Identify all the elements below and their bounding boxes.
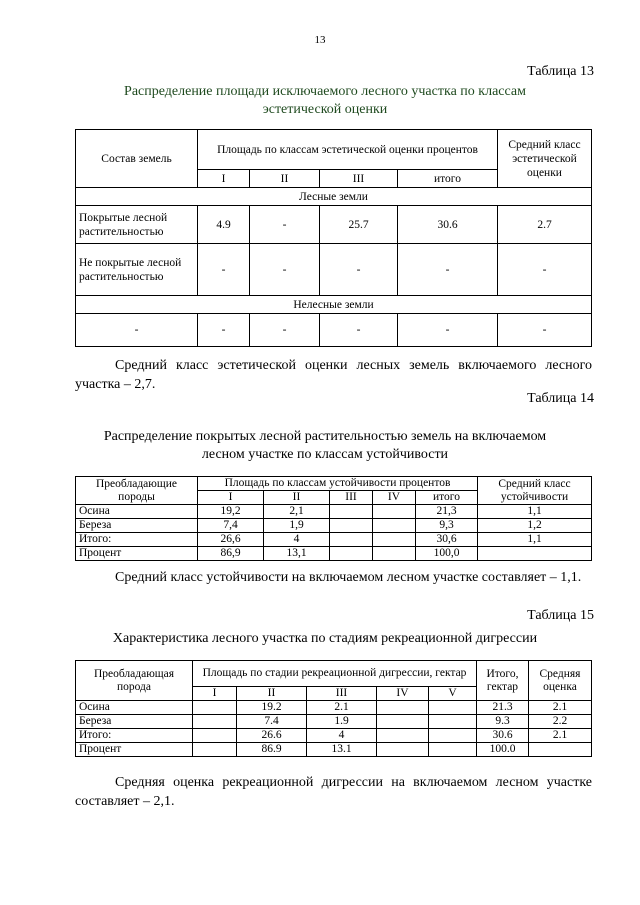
paragraph-digression: Средняя оценка рекреационной дигрессии на включаемом лесном участке составляет – 2,1. <box>75 775 592 809</box>
row-label: Осина <box>76 701 193 715</box>
table13-caption: Таблица 13 <box>527 64 594 79</box>
cell <box>193 729 237 743</box>
table14-title <box>60 428 590 464</box>
table13-header-area: Площадь по классам эстетической оценки процентов <box>198 130 498 170</box>
table13-col-2: II <box>250 170 320 188</box>
table15-col-4: IV <box>377 687 429 701</box>
table14-title-line1: Распределение покрытых лесной растительностью земель на включаемом <box>103 429 547 444</box>
table-row <box>76 533 592 547</box>
table-row <box>76 505 592 519</box>
table13-col-4: итого <box>398 170 498 188</box>
table15-col-3: III <box>307 687 377 701</box>
table15-header-area: Площадь по стадии рекреационной дигрессии, гектар <box>193 661 477 687</box>
paragraph-aesthetic: Средний класс эстетической оценки лесных земель включаемого лесного участка – 2,7. <box>75 358 592 392</box>
table15-col-5: V <box>429 687 477 701</box>
cell: 21.3 <box>477 701 529 715</box>
cell: 2.1 <box>529 729 592 743</box>
row-label: - <box>76 314 198 347</box>
table13-header-sostav: Состав земель <box>76 130 198 188</box>
table13-title <box>60 83 590 119</box>
table-row <box>76 701 592 715</box>
table15-col-1: I <box>193 687 237 701</box>
cell: 2.2 <box>529 715 592 729</box>
cell: - <box>398 314 498 347</box>
cell: 1,1 <box>478 533 592 547</box>
cell: 4 <box>264 533 330 547</box>
cell: 100,0 <box>416 547 478 561</box>
cell: - <box>398 244 498 296</box>
table15-header-species: Преобладающая порода <box>76 661 193 701</box>
cell: - <box>498 314 592 347</box>
cell: 26,6 <box>198 533 264 547</box>
cell: - <box>250 314 320 347</box>
cell <box>429 729 477 743</box>
cell <box>478 547 592 561</box>
cell: - <box>250 244 320 296</box>
table14-title-line2: лесном участке по классам устойчивости <box>201 447 449 462</box>
table13-title-line2: эстетической оценки <box>262 102 388 117</box>
row-label: Процент <box>76 743 193 757</box>
row-label: Береза <box>76 519 198 533</box>
table-row <box>76 206 592 244</box>
cell: 1.9 <box>307 715 377 729</box>
table15-caption: Таблица 15 <box>527 608 594 623</box>
cell <box>529 743 592 757</box>
table14-col-5: итого <box>416 491 478 505</box>
row-label: Итого: <box>76 729 193 743</box>
cell: 9.3 <box>477 715 529 729</box>
table-row <box>76 715 592 729</box>
cell <box>193 715 237 729</box>
cell <box>330 505 373 519</box>
cell: 7,4 <box>198 519 264 533</box>
cell: 7.4 <box>237 715 307 729</box>
cell: 25.7 <box>320 206 398 244</box>
cell: 19.2 <box>237 701 307 715</box>
cell <box>377 701 429 715</box>
table15-header-avg: Средняя оценка <box>529 661 592 701</box>
cell: 1,2 <box>478 519 592 533</box>
cell <box>373 547 416 561</box>
cell <box>193 701 237 715</box>
table13-col-3: III <box>320 170 398 188</box>
cell: 26.6 <box>237 729 307 743</box>
cell: - <box>498 244 592 296</box>
table14-header-species: Преобладающие породы <box>76 477 198 505</box>
cell <box>330 547 373 561</box>
table14-col-4: IV <box>373 491 416 505</box>
cell: 19,2 <box>198 505 264 519</box>
table14-caption: Таблица 14 <box>527 391 594 406</box>
table13-section-forest: Лесные земли <box>76 188 592 206</box>
table15-header-total: Итого, гектар <box>477 661 529 701</box>
cell <box>373 533 416 547</box>
cell: 2,1 <box>264 505 330 519</box>
cell: 100.0 <box>477 743 529 757</box>
cell: 4 <box>307 729 377 743</box>
table15-title: Характеристика лесного участка по стадиям рекреационной дигрессии <box>112 631 538 646</box>
cell <box>429 743 477 757</box>
table-row <box>76 314 592 347</box>
cell: 2.1 <box>529 701 592 715</box>
table-row <box>76 729 592 743</box>
cell <box>330 519 373 533</box>
table13 <box>75 129 592 347</box>
cell: - <box>198 314 250 347</box>
cell <box>429 701 477 715</box>
cell: 1,1 <box>478 505 592 519</box>
row-label: Осина <box>76 505 198 519</box>
table-row <box>76 244 592 296</box>
cell: 30.6 <box>477 729 529 743</box>
cell: 86.9 <box>237 743 307 757</box>
cell <box>193 743 237 757</box>
cell <box>377 729 429 743</box>
table-row <box>76 547 592 561</box>
cell: 4.9 <box>198 206 250 244</box>
cell <box>330 533 373 547</box>
table14-col-2: II <box>264 491 330 505</box>
table14-header-area: Площадь по классам устойчивости процентов <box>198 477 478 491</box>
cell <box>373 505 416 519</box>
row-label: Процент <box>76 547 198 561</box>
page-number: 13 <box>314 34 326 46</box>
row-label: Береза <box>76 715 193 729</box>
table-row <box>76 743 592 757</box>
cell: 9,3 <box>416 519 478 533</box>
row-label: Не покрытые лесной растительностью <box>76 244 198 296</box>
cell: - <box>320 314 398 347</box>
table13-header-avg: Средний класс эстетической оценки <box>498 130 592 188</box>
table13-section-nonforest: Нелесные земли <box>76 296 592 314</box>
cell: 86,9 <box>198 547 264 561</box>
cell: - <box>250 206 320 244</box>
table14-header-avg: Средний класс устойчивости <box>478 477 592 505</box>
paragraph-stability: Средний класс устойчивости на включаемом лесном участке составляет – 1,1. <box>115 570 582 585</box>
table14 <box>75 476 592 561</box>
table13-title-line1: Распределение площади исключаемого лесного участка по классам <box>124 84 526 99</box>
table14-col-1: I <box>198 491 264 505</box>
table13-col-1: I <box>198 170 250 188</box>
cell <box>377 715 429 729</box>
row-label: Покрытые лесной растительностью <box>76 206 198 244</box>
cell: 30,6 <box>416 533 478 547</box>
table15-col-2: II <box>237 687 307 701</box>
table15 <box>75 660 592 757</box>
cell: 1,9 <box>264 519 330 533</box>
row-label: Итого: <box>76 533 198 547</box>
cell: 13.1 <box>307 743 377 757</box>
cell <box>373 519 416 533</box>
table-row <box>76 519 592 533</box>
cell: 13,1 <box>264 547 330 561</box>
cell: 2.7 <box>498 206 592 244</box>
table14-col-3: III <box>330 491 373 505</box>
cell: 30.6 <box>398 206 498 244</box>
cell <box>377 743 429 757</box>
cell: - <box>198 244 250 296</box>
cell <box>429 715 477 729</box>
cell: 2.1 <box>307 701 377 715</box>
cell: 21,3 <box>416 505 478 519</box>
cell: - <box>320 244 398 296</box>
